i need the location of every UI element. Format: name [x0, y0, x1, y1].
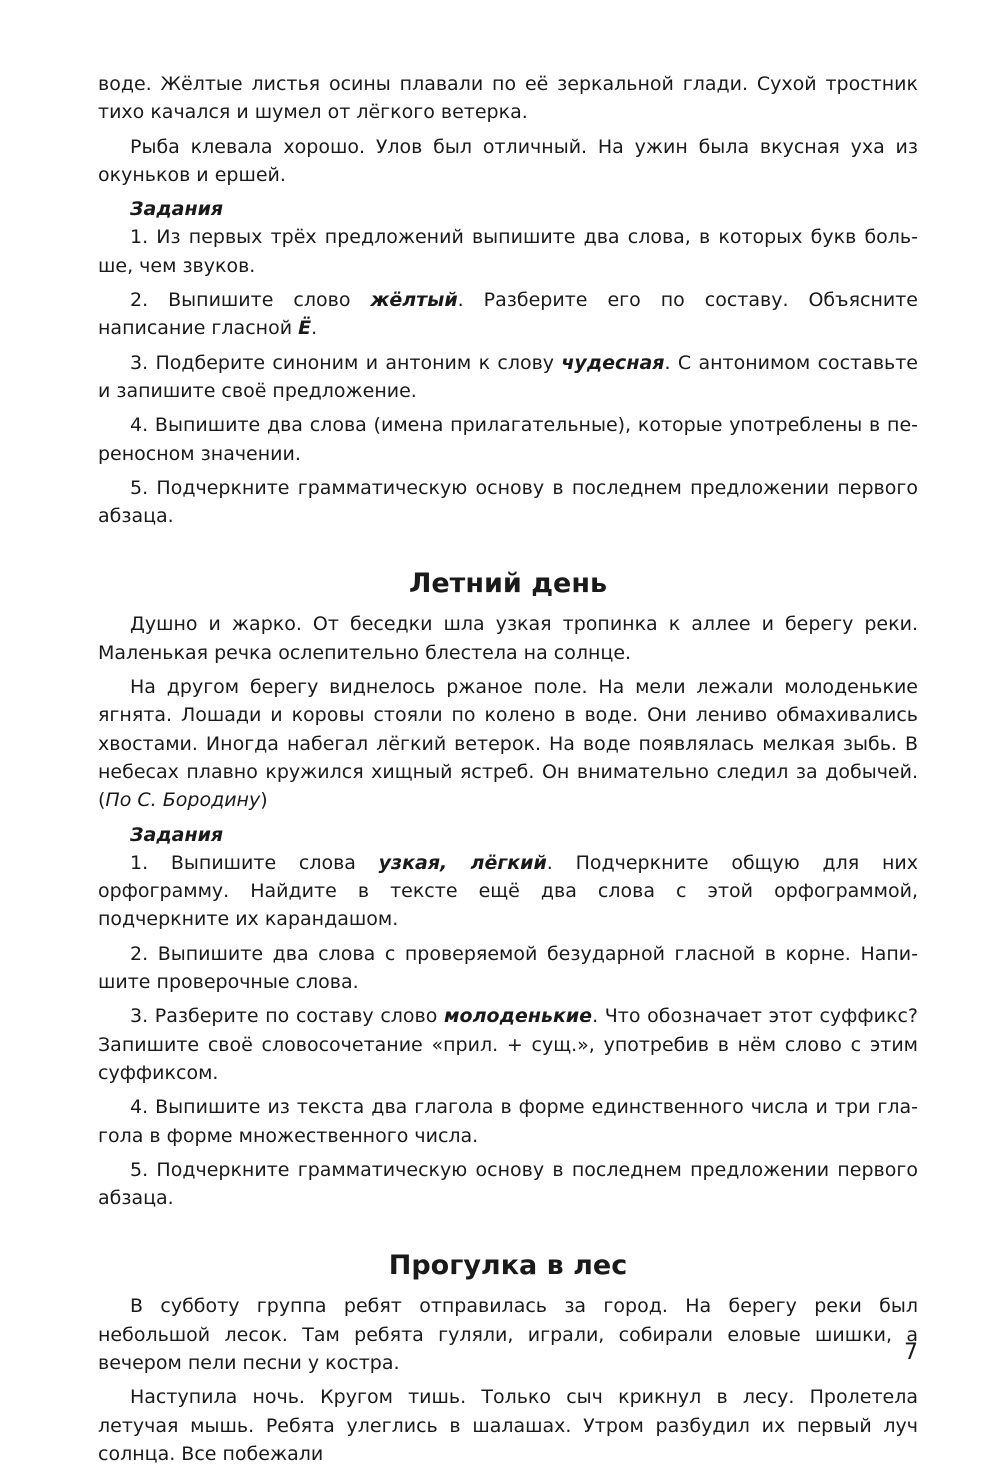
- task-item: 5. Подчеркните грамматическую основу в последнем предложении первого абзаца.: [98, 476, 918, 528]
- task-item: 4. Выпишите два слова (имена прилагательные), которые употреблены в переносном значении.: [98, 414, 918, 465]
- text-paragraph: [98, 673, 918, 814]
- text-paragraph: Наступила ночь. Кругом тишь. Только сыч крикнул в лесу. Пролетела летучая мышь. Ребята улеглись в шалашах. Утром разбудил их первый луч солнца. Все побежали: [98, 1386, 918, 1465]
- task-item: [98, 286, 918, 343]
- keyword: узкая, лёгкий: [378, 851, 547, 874]
- task-text: 1. Выпишите слова: [130, 851, 379, 874]
- section-title: Летний день: [408, 568, 608, 600]
- keyword: чудесная: [561, 351, 665, 374]
- task-text: . Подчеркните общую для них орфограмму. Найдите в тексте ещё два слова с этой орфограммой, подчеркните их карандашом.: [98, 851, 918, 931]
- task-item: 5. Подчеркните грамматическую основу в последнем предложении первого абзаца.: [98, 1158, 918, 1210]
- tasks-heading: Задания: [130, 198, 224, 221]
- task-item: 4. Выпишите из текста два глагола в форме единственного числа и три глагола в форме множественного числа.: [98, 1096, 918, 1147]
- task-item: [98, 349, 918, 406]
- task-text: 2. Выпишите слово: [130, 289, 371, 312]
- section-continued: [98, 70, 918, 530]
- task-item: 2. Выпишите два слова с проверяемой безударной гласной в корне. Напишите проверочные слова.: [98, 942, 918, 994]
- text-paragraph: воде. Жёлтые листья осины плавали по её зеркальной глади. Сухой тростник тихо качался и шумел от лёгкого ветерка.: [98, 73, 918, 124]
- section-forest-walk: [98, 1248, 918, 1468]
- task-item: [98, 1002, 918, 1087]
- page-number: 7: [904, 1340, 918, 1365]
- text-paragraph: В субботу группа ребят отправилась за город. На берегу реки был небольшой лесок. Там ребята гуляли, играли, собирали еловые шишки, а вечером пели песни у костра.: [98, 1295, 918, 1374]
- paragraph-text: На другом берегу виднелось ржаное поле. На мели лежали молоденькие ягнята. Лошади и коровы стояли по колено в воде. Они лениво обмахивались хвостами. Иногда набегал лёгкий ветерок. На воде появлялась мелкая зыбь. В небесах плавно кружился хищный ястреб. Он внимательно следил за добычей. (: [98, 676, 918, 812]
- task-item: 1. Из первых трёх предложений выпишите два слова, в которых букв больше, чем звуков.: [98, 226, 918, 277]
- task-text: . С антонимом составьте и запишите своё предложение.: [98, 351, 918, 402]
- task-text: 3. Разберите по составу слово: [130, 1005, 445, 1028]
- keyword: Ё: [298, 317, 312, 340]
- source-attribution: По С. Бородину: [105, 789, 261, 812]
- text-paragraph: Душно и жарко. От беседки шла узкая тропинка к аллее и берегу реки. Маленькая речка ослепительно блестела на солнце.: [98, 613, 918, 664]
- tasks-heading: Задания: [130, 823, 224, 846]
- keyword: молоденькие: [444, 1005, 593, 1028]
- page-content: [98, 70, 918, 1468]
- task-item: [98, 849, 918, 934]
- task-text: .: [311, 317, 318, 340]
- keyword: жёлтый: [370, 289, 458, 312]
- task-text: . Разберите его по составу. Объясните написание гласной: [98, 289, 918, 340]
- text-paragraph: Рыба клевала хорошо. Улов был отличный. На ужин была вкусная уха из окуньков и ершей.: [98, 135, 918, 186]
- paragraph-text: ): [260, 789, 268, 812]
- section-summer-day: [98, 566, 918, 1212]
- task-text: 3. Подберите синоним и антоним к слову: [130, 351, 562, 374]
- section-title: Прогулка в лес: [388, 1250, 628, 1282]
- task-text: . Что обозначает этот суффикс? Запишите своё словосочетание «прил. + сущ.», употребив в нём слово с этим суффиксом.: [98, 1005, 918, 1084]
